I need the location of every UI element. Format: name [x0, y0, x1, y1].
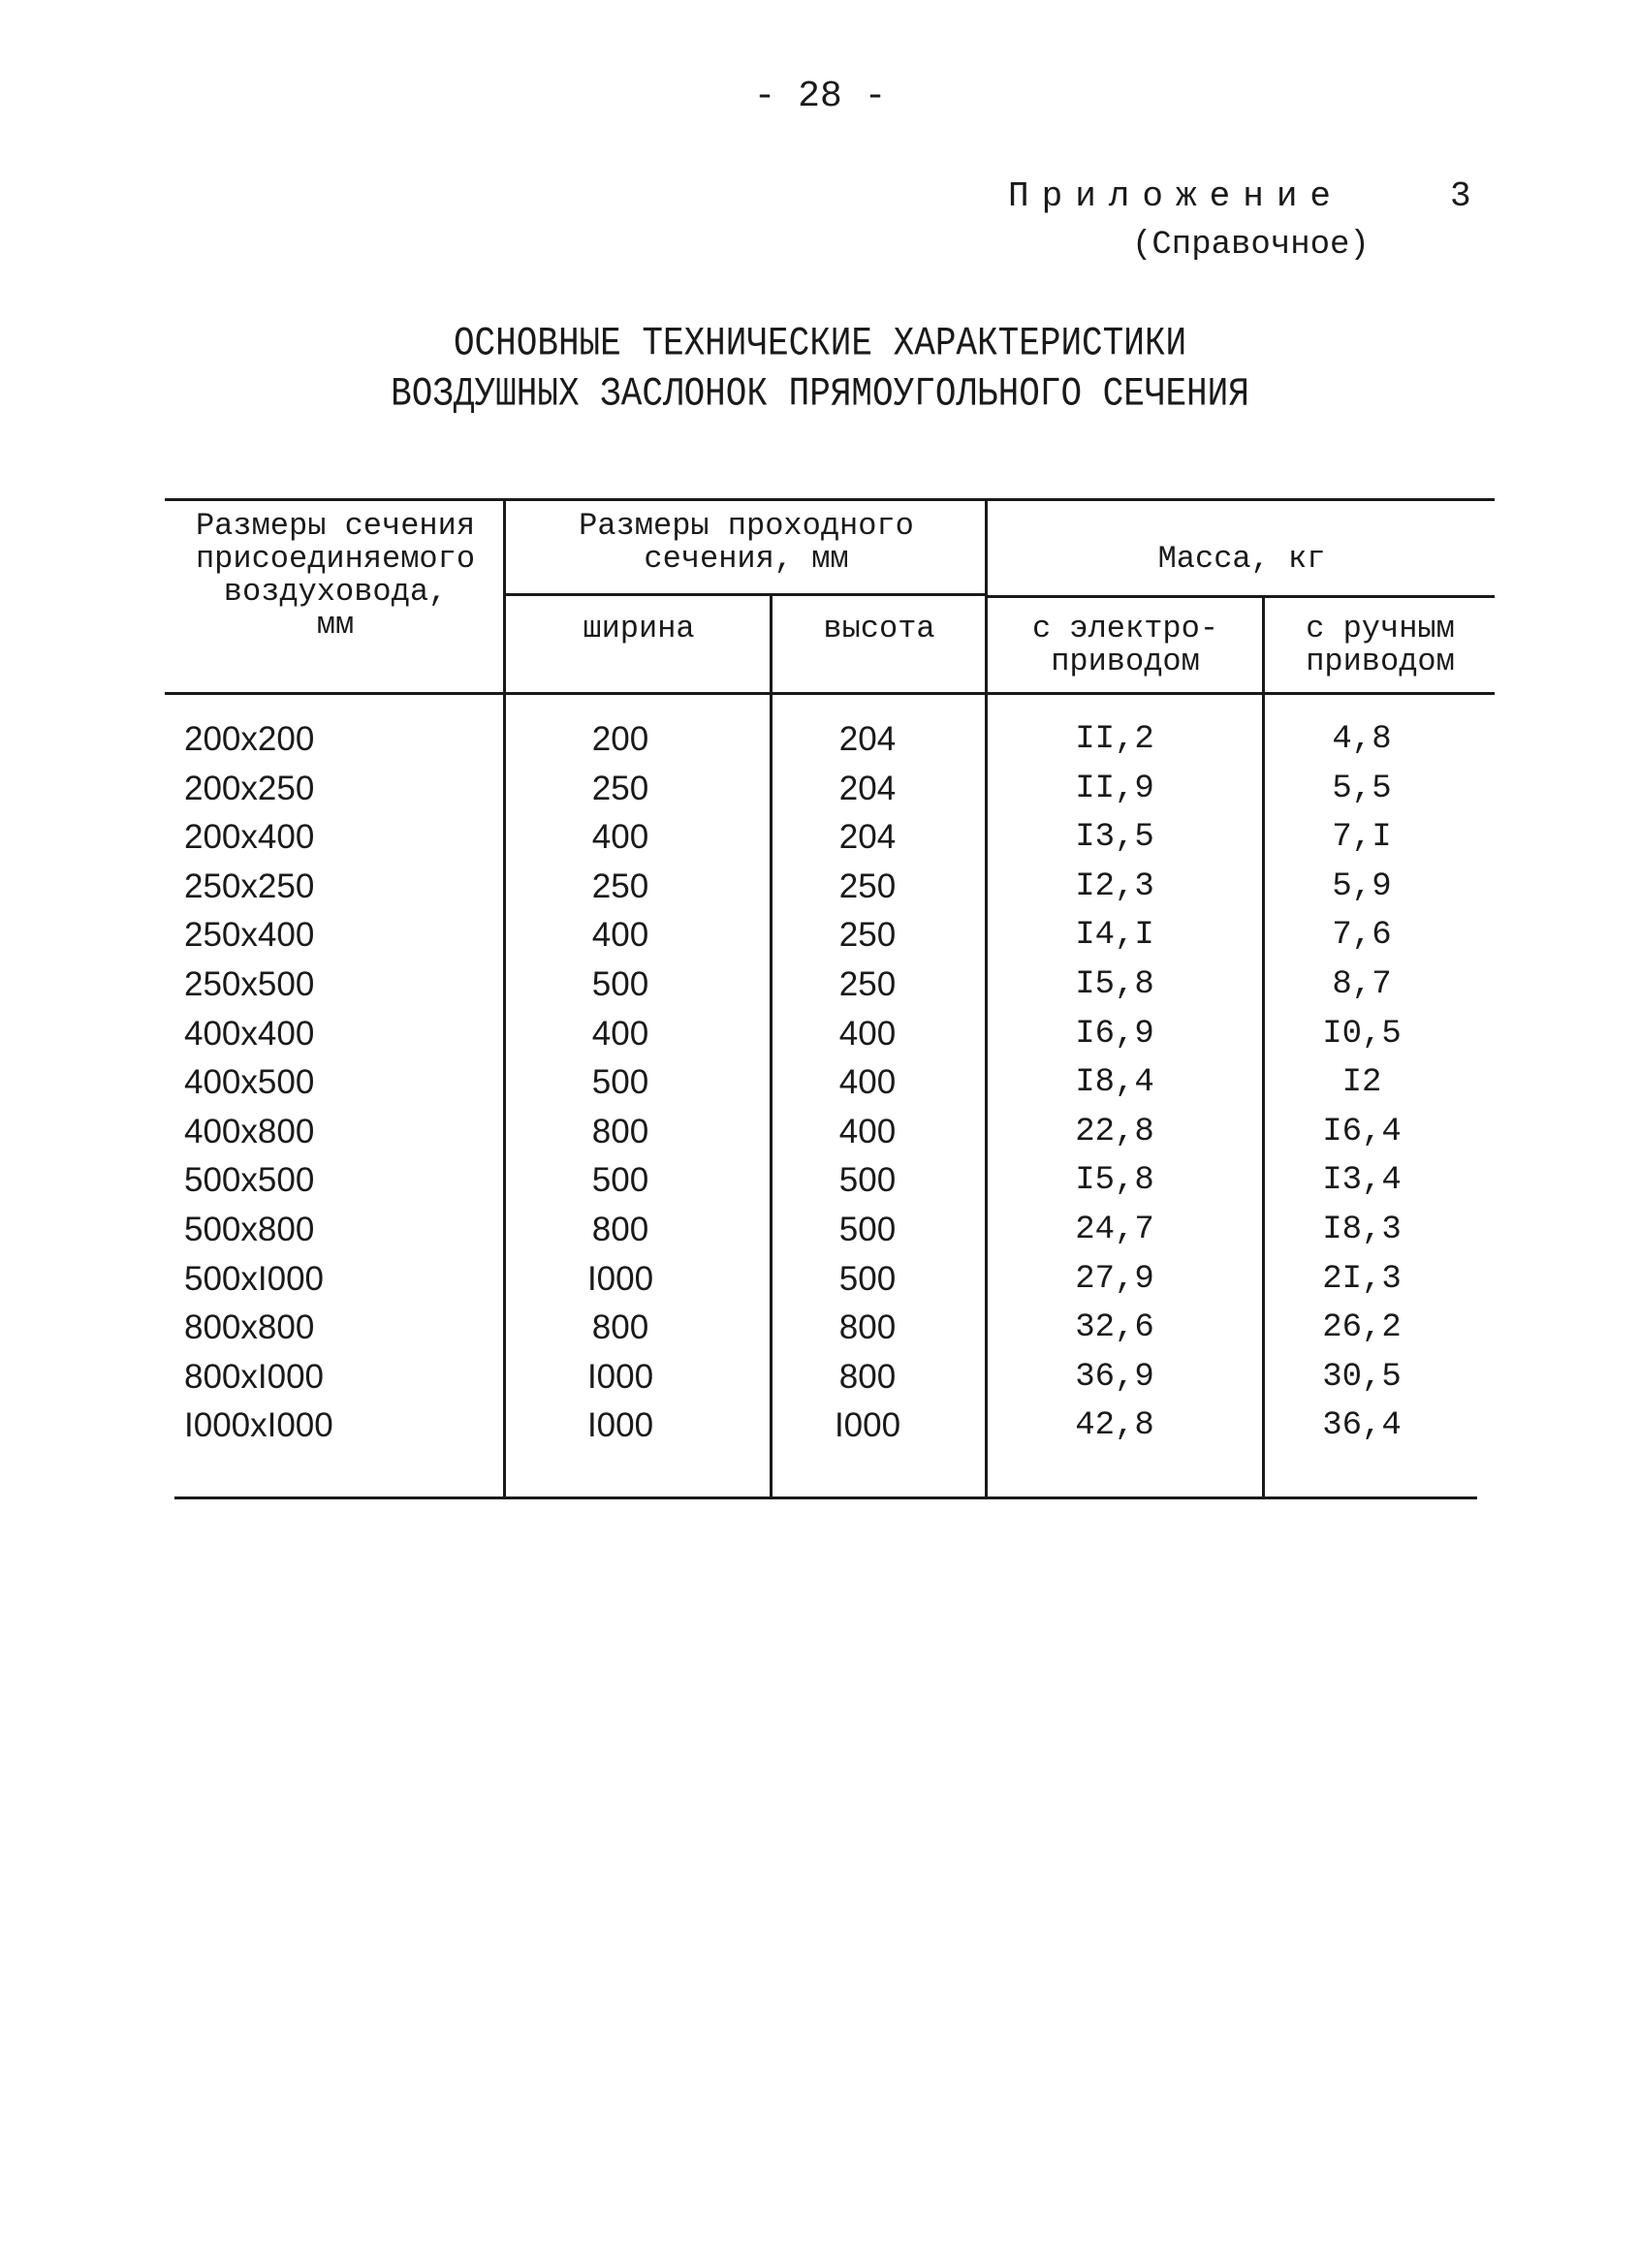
table-subheader-rule-passage: [506, 593, 987, 596]
table-row: [165, 1010, 1493, 1059]
cell-section-size: 400x400: [184, 1014, 315, 1053]
cell-height: 400: [838, 1063, 897, 1102]
cell-width: 200: [591, 720, 649, 758]
cell-width: 250: [591, 866, 649, 905]
cell-mass-manual: 4,8: [1332, 721, 1392, 758]
cell-width: 400: [591, 1014, 649, 1053]
cell-section-size: 500x800: [184, 1210, 315, 1248]
header-mass-manual-line-2: приводом: [1306, 644, 1455, 679]
cell-mass-electric: II,2: [1075, 721, 1154, 758]
cell-mass-electric: I8,4: [1075, 1064, 1154, 1102]
cell-width: 400: [591, 818, 649, 857]
cell-mass-manual: I8,3: [1322, 1211, 1402, 1248]
table-row: [165, 1304, 1493, 1353]
appendix-label: Приложение: [1008, 176, 1344, 216]
cell-mass-electric: I5,8: [1075, 965, 1154, 1003]
cell-width: 500: [591, 1161, 649, 1200]
document-title-line-1: ОСНОВНЫЕ ТЕХНИЧЕСКИЕ ХАРАКТЕРИСТИКИ: [453, 320, 1187, 367]
cell-width: 400: [591, 916, 649, 955]
header-section-size: [171, 510, 500, 642]
document-title-line-2: ВОЗДУШНЫХ ЗАСЛОНОК ПРЯМОУГОЛЬНОГО СЕЧЕНИЯ: [391, 370, 1249, 418]
header-mass-manual-line-1: с ручным: [1306, 611, 1455, 646]
cell-mass-electric: 32,6: [1075, 1309, 1154, 1347]
cell-height: 204: [838, 769, 897, 807]
cell-mass-electric: 27,9: [1075, 1260, 1154, 1298]
table-row: [165, 911, 1493, 961]
cell-mass-electric: 36,9: [1075, 1358, 1154, 1396]
table-row: [165, 715, 1493, 765]
table-header-bottom-rule: [165, 692, 1495, 695]
cell-mass-electric: 22,8: [1075, 1113, 1154, 1150]
header-section-size-line-3: воздуховода,: [223, 574, 448, 610]
cell-height: 250: [838, 916, 897, 955]
cell-height: 800: [838, 1357, 897, 1396]
cell-mass-manual: 7,6: [1332, 917, 1392, 955]
cell-section-size: 800x800: [184, 1308, 315, 1347]
table-row: [165, 1058, 1493, 1108]
cell-section-size: 400x500: [184, 1063, 315, 1102]
header-height: высота: [823, 611, 935, 646]
cell-section-size: 500x500: [184, 1161, 315, 1200]
cell-mass-manual: 5,5: [1332, 770, 1392, 807]
cell-mass-manual: I3,4: [1322, 1162, 1402, 1200]
table-row: [165, 813, 1493, 863]
cell-width: 800: [591, 1308, 649, 1347]
cell-height: 204: [838, 818, 897, 857]
cell-height: 400: [838, 1014, 897, 1053]
cell-section-size: 800xI000: [184, 1357, 325, 1396]
table-subheader-rule-mass: [987, 595, 1495, 598]
cell-mass-manual: 5,9: [1332, 867, 1392, 905]
header-mass-group: Масса, кг: [1157, 541, 1326, 577]
cell-height: 204: [838, 720, 897, 758]
cell-height: 400: [838, 1112, 897, 1150]
appendix-number: 3: [1450, 176, 1471, 216]
header-mass-electric: [989, 613, 1262, 678]
cell-mass-electric: 24,7: [1075, 1211, 1154, 1248]
cell-section-size: I000xI000: [184, 1406, 333, 1445]
cell-mass-manual: I2: [1341, 1064, 1382, 1102]
cell-mass-manual: 2I,3: [1322, 1260, 1402, 1298]
cell-section-size: 250x250: [184, 866, 315, 905]
cell-width: 500: [591, 964, 649, 1003]
cell-section-size: 400x800: [184, 1112, 315, 1150]
table-top-rule: [165, 498, 1495, 501]
cell-mass-electric: I6,9: [1075, 1015, 1154, 1053]
cell-mass-manual: 26,2: [1322, 1309, 1402, 1347]
cell-mass-electric: II,9: [1075, 770, 1154, 807]
cell-mass-manual: 7,I: [1332, 819, 1392, 857]
cell-height: 500: [838, 1161, 897, 1200]
table-row: [165, 1156, 1493, 1206]
cell-width: 250: [591, 769, 649, 807]
cell-section-size: 250x400: [184, 916, 315, 955]
cell-height: 800: [838, 1308, 897, 1347]
table-row: [165, 1206, 1493, 1255]
cell-height: 500: [838, 1259, 897, 1298]
table-row: [165, 1255, 1493, 1305]
table-row: [165, 1353, 1493, 1402]
cell-height: I000: [834, 1406, 901, 1445]
cell-mass-electric: I3,5: [1075, 819, 1154, 857]
cell-section-size: 200x250: [184, 769, 315, 807]
cell-mass-electric: I4,I: [1075, 917, 1154, 955]
cell-mass-manual: 36,4: [1322, 1407, 1402, 1445]
cell-mass-electric: 42,8: [1075, 1407, 1154, 1445]
cell-width: I000: [586, 1259, 654, 1298]
header-mass-electric-line-1: с электро-: [1031, 611, 1219, 646]
cell-height: 250: [838, 964, 897, 1003]
table-bottom-rule: [174, 1496, 1477, 1499]
table-row: [165, 961, 1493, 1010]
header-mass-manual: [1266, 613, 1495, 678]
page-number: - 28 -: [753, 76, 887, 117]
header-section-size-line-4: мм: [316, 607, 355, 643]
header-section-size-line-1: Размеры сечения: [195, 508, 476, 544]
cell-width: I000: [586, 1357, 654, 1396]
cell-mass-manual: I0,5: [1322, 1015, 1402, 1053]
header-width: ширина: [583, 611, 695, 646]
cell-mass-manual: 30,5: [1322, 1358, 1402, 1396]
table-row: [165, 765, 1493, 814]
cell-mass-electric: I5,8: [1075, 1162, 1154, 1200]
header-passage-line-1: Размеры проходного: [579, 508, 914, 544]
header-section-size-line-2: присоединяемого: [195, 541, 476, 577]
cell-section-size: 250x500: [184, 964, 315, 1003]
header-passage-group: [508, 510, 985, 576]
cell-width: 800: [591, 1112, 649, 1150]
cell-section-size: 500xI000: [184, 1259, 325, 1298]
cell-mass-electric: I2,3: [1075, 867, 1154, 905]
cell-mass-manual: I6,4: [1322, 1113, 1402, 1150]
header-mass-electric-line-2: приводом: [1051, 644, 1200, 679]
table-body: [165, 715, 1493, 1451]
table-row: [165, 1402, 1493, 1451]
cell-section-size: 200x200: [184, 720, 315, 758]
appendix-note: (Справочное): [1132, 227, 1370, 264]
cell-height: 250: [838, 866, 897, 905]
cell-section-size: 200x400: [184, 818, 315, 857]
cell-width: 500: [591, 1063, 649, 1102]
table-row: [165, 863, 1493, 912]
cell-height: 500: [838, 1210, 897, 1248]
cell-width: 800: [591, 1210, 649, 1248]
table-row: [165, 1108, 1493, 1157]
header-passage-line-2: сечения, мм: [644, 541, 849, 577]
cell-mass-manual: 8,7: [1332, 965, 1392, 1003]
cell-width: I000: [586, 1406, 654, 1445]
